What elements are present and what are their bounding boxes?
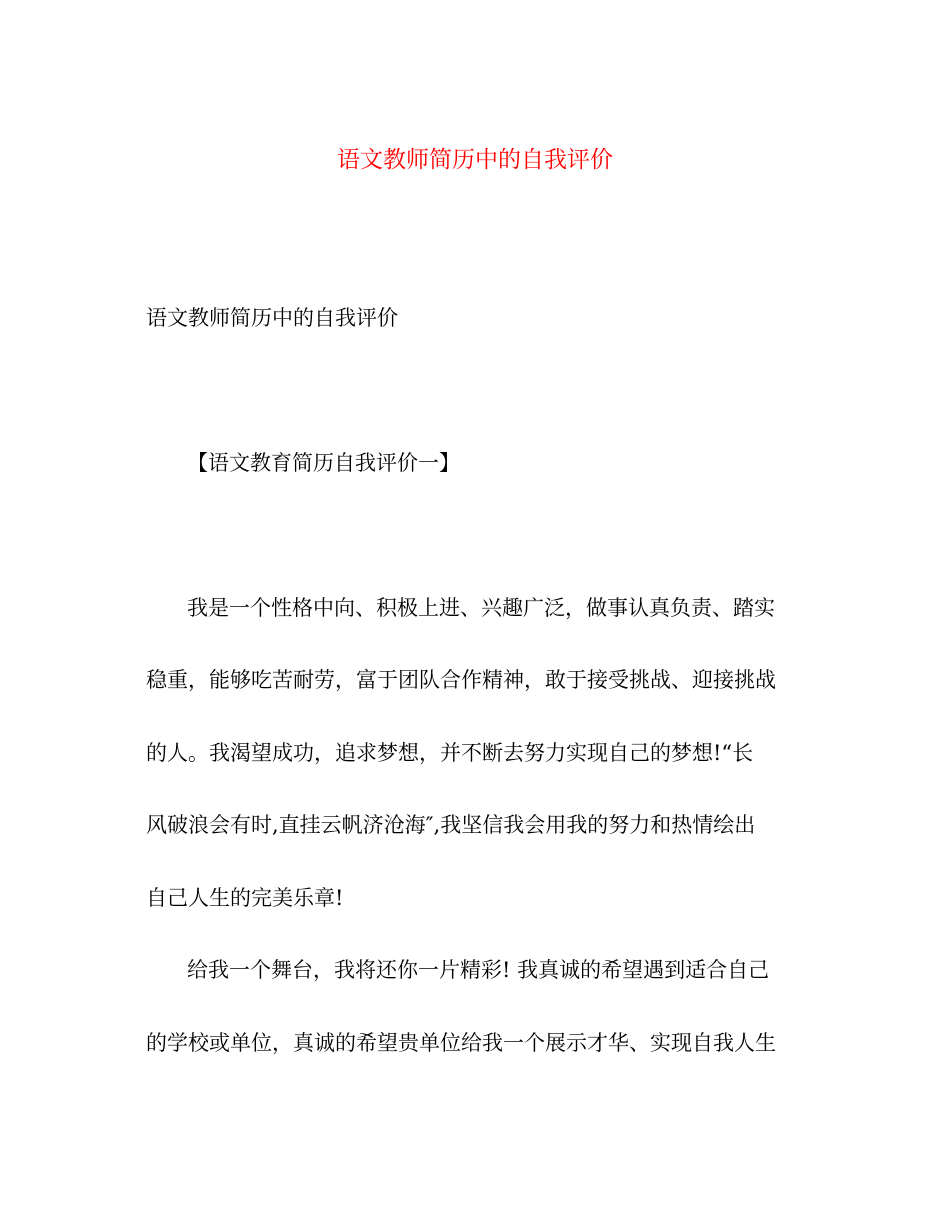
body-line-1: 我是一个性格中向、积极上进、兴趣广泛，做事认真负责、踏实 — [187, 596, 775, 620]
section-heading: 【语文教育简历自我评价一】 — [187, 451, 460, 475]
body-line-6: 给我一个舞台，我将还你一片精彩! 我真诚的希望遇到适合自己 — [187, 958, 770, 982]
body-line-2: 稳重，能够吃苦耐劳，富于团队合作精神，敢于接受挑战、迎接挑战 — [146, 668, 776, 692]
body-line-5: 自己人生的完美乐章! — [146, 886, 344, 910]
document-subtitle: 语文教师简历中的自我评价 — [146, 306, 398, 330]
document-title: 语文教师简历中的自我评价 — [337, 147, 613, 173]
body-line-3: 的人。我渴望成功，追求梦想，并不断去努力实现自己的梦想!“长 — [146, 741, 754, 765]
body-line-7: 的学校或单位，真诚的希望贵单位给我一个展示才华、实现自我人生 — [146, 1031, 776, 1055]
body-line-4: 风破浪会有时,直挂云帆济沧海″,我坚信我会用我的努力和热情绘出 — [146, 813, 756, 837]
